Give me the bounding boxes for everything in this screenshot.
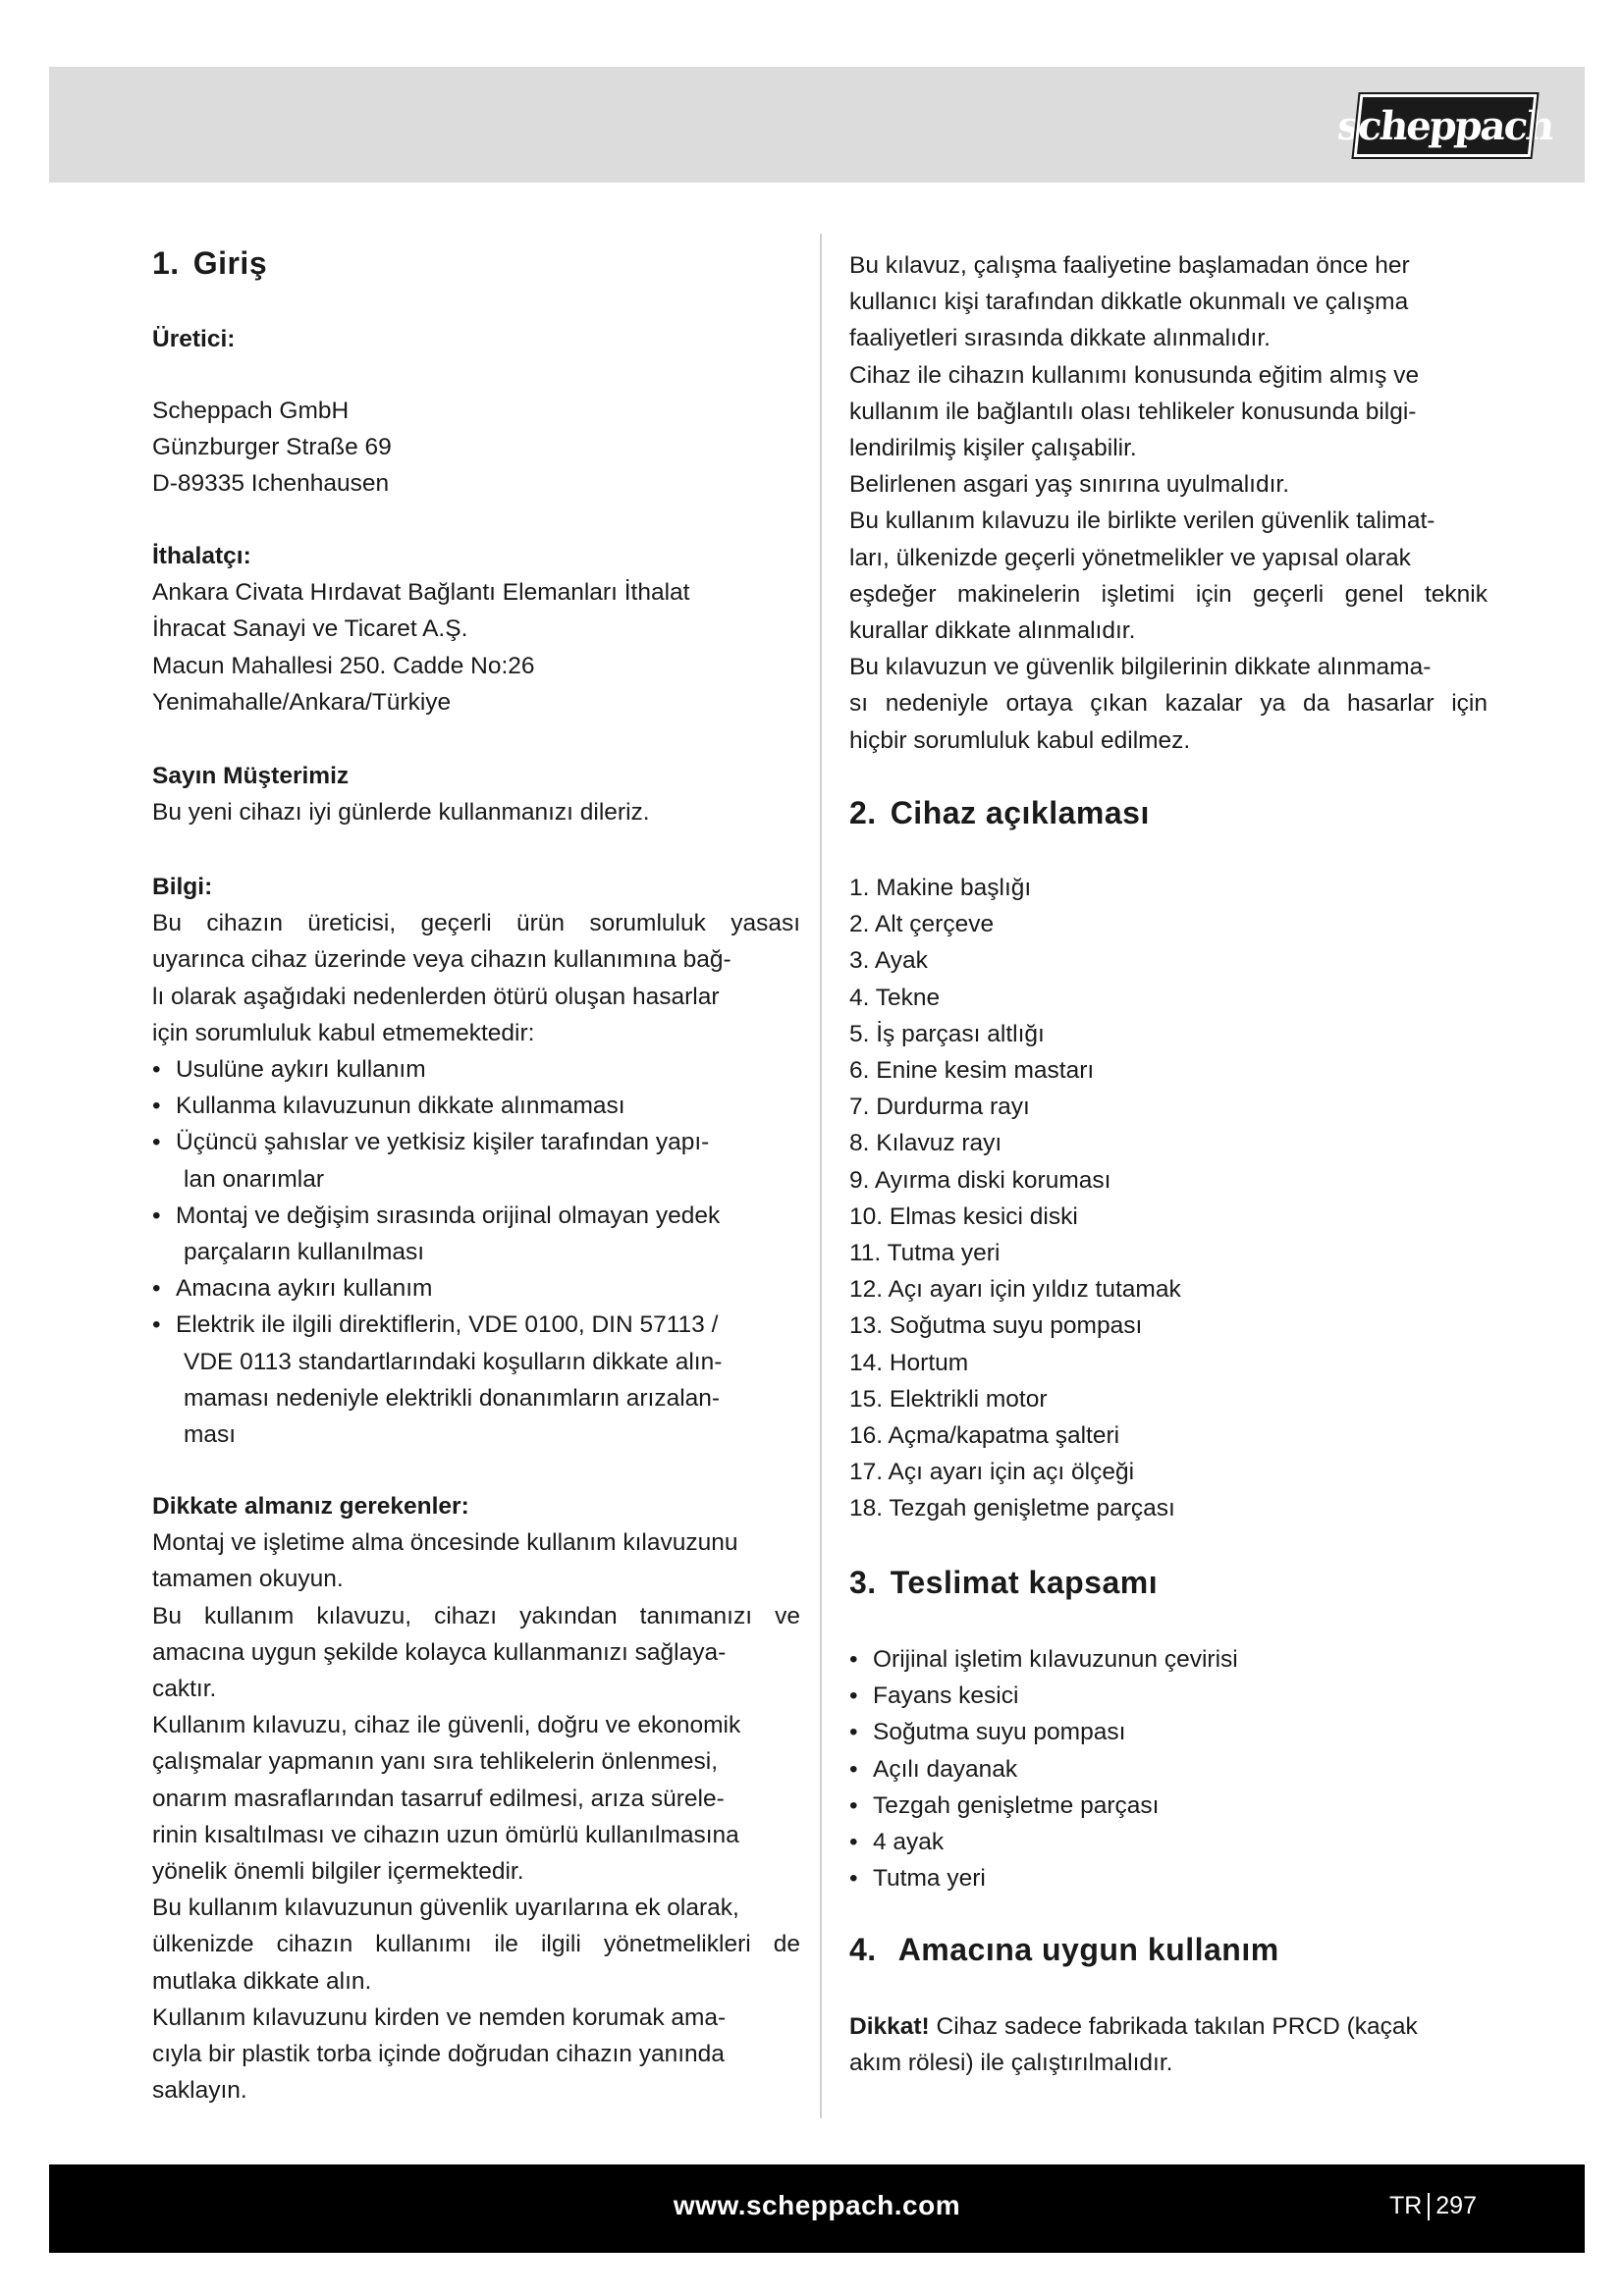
intro-line: Bu kılavuz, çalışma faaliyetine başlamadan önce her bbox=[849, 252, 1410, 279]
scheppach-logo: scheppach bbox=[1354, 94, 1538, 157]
greeting-label: Sayın Müşterimiz bbox=[152, 763, 350, 789]
list-item: 14. Hortum bbox=[849, 1349, 969, 1376]
intro-line: hiçbir sorumluluk kabul edilmez. bbox=[849, 726, 1191, 754]
bullet-text: • Montaj ve değişim sırasında orijinal olmayan yedek bbox=[176, 1201, 721, 1229]
info-label: Bilgi: bbox=[152, 874, 213, 900]
intro-line: Cihaz ile cihazın kullanımı konusunda eğitim almış ve bbox=[849, 361, 1420, 389]
caution-block bbox=[849, 2008, 1488, 2081]
manufacturer-address bbox=[152, 393, 800, 503]
liability-bullet bbox=[152, 1198, 800, 1270]
bullet-text: • Usulüne aykırı kullanım bbox=[176, 1056, 426, 1084]
intro-line: kullanıcı kişi tarafından dikkatle okunmalı ve çalışma bbox=[849, 289, 1409, 316]
notice-line: Montaj ve işletime alma öncesinde kullanım kılavuzunu bbox=[152, 1529, 738, 1557]
bullet-text: • Orijinal işletim kılavuzunun çevirisi bbox=[873, 1646, 1238, 1673]
manufacturer-label: Üretici: bbox=[152, 326, 236, 352]
notice-line: tamamen okuyun. bbox=[152, 1566, 344, 1593]
list-item bbox=[849, 1714, 1488, 1750]
greeting-block bbox=[152, 758, 800, 830]
section-title: Giriş bbox=[192, 245, 268, 281]
greeting-text: Bu yeni cihazı iyi günlerde kullanmanızı dileriz. bbox=[152, 799, 650, 827]
importer-line: Macun Mahallesi 250. Cadde No:26 bbox=[152, 652, 535, 679]
bullet-text: • Tezgah genişletme parçası bbox=[873, 1791, 1160, 1819]
importer-line: Yenimahalle/Ankara/Türkiye bbox=[152, 688, 452, 716]
list-item: 7. Durdurma rayı bbox=[849, 1094, 1030, 1121]
list-item: 1. Makine başlığı bbox=[849, 875, 1032, 901]
list-item: 8. Kılavuz rayı bbox=[849, 1130, 1002, 1157]
bullet-text: • Üçüncü şahıslar ve yetkisiz kişiler tarafından yapı- bbox=[176, 1129, 710, 1156]
notice-line: saklayın. bbox=[152, 2077, 247, 2105]
bullet-text: VDE 0113 standartlarındaki koşulların dikkate alın- bbox=[184, 1348, 723, 1375]
list-item bbox=[849, 1751, 1488, 1788]
notice-line: Bu kullanım kılavuzunun güvenlik uyarılarına ek olarak, bbox=[152, 1895, 739, 1922]
info-block bbox=[152, 869, 800, 1453]
notice-line: yönelik önemli bilgiler içermektedir. bbox=[152, 1858, 524, 1886]
intro-line: Bu kullanım kılavuzu ile birlikte verilen güvenlik talimat- bbox=[849, 507, 1435, 535]
caution-line: akım rölesi) ile çalıştırılmalıdır. bbox=[849, 2050, 1173, 2077]
list-item: 10. Elmas kesici diski bbox=[849, 1202, 1078, 1230]
page-number bbox=[1389, 2192, 1477, 2220]
list-item: 12. Açı ayarı için yıldız tutamak bbox=[849, 1276, 1181, 1304]
intro-line: kullanım ile bağlantılı olası tehlikeler konusunda bilgi- bbox=[849, 398, 1417, 425]
address-line: Scheppach GmbH bbox=[152, 398, 350, 424]
list-item: 17. Açı ayarı için açı ölçeği bbox=[849, 1459, 1135, 1486]
column-divider bbox=[820, 234, 822, 2118]
list-item bbox=[849, 1678, 1488, 1714]
intro-line: eşdeğer makinelerin işletimi için geçerli genel teknik bbox=[849, 580, 1488, 608]
section-3-heading bbox=[849, 1563, 1158, 1602]
list-item bbox=[849, 1860, 1488, 1896]
importer-label: İthalatçı: bbox=[152, 543, 251, 569]
list-item: 4. Tekne bbox=[849, 984, 941, 1011]
intro-line: Bu kılavuzun ve güvenlik bilgilerinin dikkate alınmama- bbox=[849, 654, 1432, 681]
language-code: TR bbox=[1388, 2192, 1423, 2219]
delivery-list bbox=[849, 1641, 1488, 1896]
notice-label: Dikkate almanız gerekenler: bbox=[152, 1493, 469, 1520]
section-number: 2. bbox=[849, 795, 877, 830]
list-item: 3. Ayak bbox=[849, 947, 928, 975]
bullet-text: parçaların kullanılması bbox=[184, 1239, 425, 1266]
liability-bullet bbox=[152, 1124, 800, 1197]
page-separator bbox=[1428, 2193, 1430, 2220]
info-line: lı olarak aşağıdaki nedenlerden ötürü oluşan hasarlar bbox=[152, 983, 720, 1010]
bullet-text: • Elektrik ile ilgili direktiflerin, VDE 0100, DIN 57113 / bbox=[176, 1311, 719, 1339]
footer-band bbox=[49, 2164, 1585, 2253]
info-line: için sorumluluk kabul etmemektedir: bbox=[152, 1019, 535, 1046]
notice-line: caktır. bbox=[152, 1676, 217, 1703]
list-item: 2. Alt çerçeve bbox=[849, 911, 995, 938]
list-item: 13. Soğutma suyu pompası bbox=[849, 1312, 1143, 1340]
section-title: Teslimat kapsamı bbox=[890, 1565, 1159, 1600]
section-number: 3. bbox=[849, 1565, 877, 1600]
section-1-heading bbox=[152, 243, 267, 283]
page-number-value: 297 bbox=[1435, 2192, 1477, 2219]
section-title: Cihaz açıklaması bbox=[890, 795, 1150, 830]
list-item bbox=[849, 1824, 1488, 1860]
caution-line bbox=[849, 2008, 1488, 2045]
intro-line: faaliyetleri sırasında dikkate alınmalıdır. bbox=[849, 325, 1271, 352]
address-line: Günzburger Straße 69 bbox=[152, 434, 392, 461]
info-line: Bu cihazın üreticisi, geçerli ürün sorumluluk yasası bbox=[152, 910, 800, 937]
list-item: 18. Tezgah genişletme parçası bbox=[849, 1495, 1175, 1522]
footer-website-link[interactable]: www.scheppach.com bbox=[673, 2190, 961, 2220]
list-item: 15. Elektrikli motor bbox=[849, 1385, 1048, 1413]
list-item bbox=[849, 1641, 1488, 1678]
intro-line: Belirlenen asgari yaş sınırına uyulmalıdır. bbox=[849, 471, 1290, 499]
intro-line: kurallar dikkate alınmalıdır. bbox=[849, 617, 1136, 645]
liability-bullet bbox=[152, 1088, 800, 1124]
notice-line: mutlaka dikkate alın. bbox=[152, 1967, 372, 1995]
intro-line: ları, ülkenizde geçerli yönetmelikler ve yapısal olarak bbox=[849, 544, 1411, 571]
list-item bbox=[849, 1788, 1488, 1824]
header-band bbox=[49, 67, 1585, 183]
bullet-text: lan onarımlar bbox=[184, 1165, 324, 1193]
list-item: 9. Ayırma diski koruması bbox=[849, 1166, 1111, 1194]
liability-bullet bbox=[152, 1270, 800, 1307]
parts-list bbox=[849, 870, 1488, 1527]
list-item: 11. Tutma yeri bbox=[849, 1240, 1001, 1267]
notice-line: Bu kullanım kılavuzu, cihazı yakından tanımanızı ve bbox=[152, 1602, 800, 1629]
list-item: 5. İş parçası altlığı bbox=[849, 1020, 1045, 1047]
section-number: 4. bbox=[849, 1932, 877, 1967]
importer-line: Ankara Civata Hırdavat Bağlantı Elemanları İthalat bbox=[152, 579, 690, 607]
bullet-text: • Amacına aykırı kullanım bbox=[176, 1275, 433, 1303]
bullet-text: • Kullanma kılavuzunun dikkate alınmaması bbox=[176, 1093, 625, 1120]
liability-bullet bbox=[152, 1051, 800, 1088]
section-2-heading bbox=[849, 793, 1150, 832]
liability-bullet bbox=[152, 1307, 800, 1453]
bullet-text: • Soğutma suyu pompası bbox=[873, 1719, 1126, 1746]
section-4-heading bbox=[849, 1930, 1279, 1969]
caution-label: Dikkat! bbox=[849, 2013, 930, 2040]
bullet-text: ması bbox=[184, 1421, 237, 1449]
info-line: uyarınca cihaz üzerinde veya cihazın kullanımına bağ- bbox=[152, 946, 731, 974]
list-item: 6. Enine kesim mastarı bbox=[849, 1057, 1095, 1085]
notice-line: cıyla bir plastik torba içinde doğrudan cihazın yanında bbox=[152, 2041, 725, 2068]
intro-line: sı nedeniyle ortaya çıkan kazalar ya da hasarlar için bbox=[849, 690, 1488, 718]
importer-line: İhracat Sanayi ve Ticaret A.Ş. bbox=[152, 615, 468, 643]
notice-line: Kullanım kılavuzunu kirden ve nemden korumak ama- bbox=[152, 2003, 727, 2031]
bullet-text: maması nedeniyle elektrikli donanımların arızalan- bbox=[184, 1384, 721, 1412]
notice-line: onarım masraflarından tasarruf edilmesi, arıza sürele- bbox=[152, 1785, 725, 1812]
notice-line: ülkenizde cihazın kullanımı ile ilgili yönetmelikleri de bbox=[152, 1931, 800, 1958]
section-title: Amacına uygun kullanım bbox=[897, 1932, 1279, 1967]
caution-text: Cihaz sadece fabrikada takılan PRCD (kaçak bbox=[929, 2013, 1418, 2040]
bullet-text: • Tutma yeri bbox=[873, 1865, 986, 1893]
notice-block bbox=[152, 1488, 800, 2109]
notice-line: Kullanım kılavuzu, cihaz ile güvenli, doğru ve ekonomik bbox=[152, 1712, 741, 1739]
list-item: 16. Açma/kapatma şalteri bbox=[849, 1422, 1120, 1450]
bullet-text: • Açılı dayanak bbox=[873, 1755, 1018, 1783]
notice-line: çalışmalar yapmanın yanı sıra tehlikelerin önlenmesi, bbox=[152, 1748, 719, 1776]
intro-block bbox=[849, 247, 1488, 759]
section-number: 1. bbox=[152, 245, 180, 281]
address-line: D-89335 Ichenhausen bbox=[152, 470, 390, 498]
notice-line: rinin kısaltılması ve cihazın uzun ömürlü kullanılmasına bbox=[152, 1821, 739, 1848]
intro-line: lendirilmiş kişiler çalışabilir. bbox=[849, 435, 1137, 462]
notice-line: amacına uygun şekilde kolayca kullanmanızı sağlaya- bbox=[152, 1638, 727, 1666]
bullet-text: • 4 ayak bbox=[873, 1829, 945, 1856]
bullet-text: • Fayans kesici bbox=[873, 1682, 1019, 1710]
importer-block bbox=[152, 538, 800, 721]
